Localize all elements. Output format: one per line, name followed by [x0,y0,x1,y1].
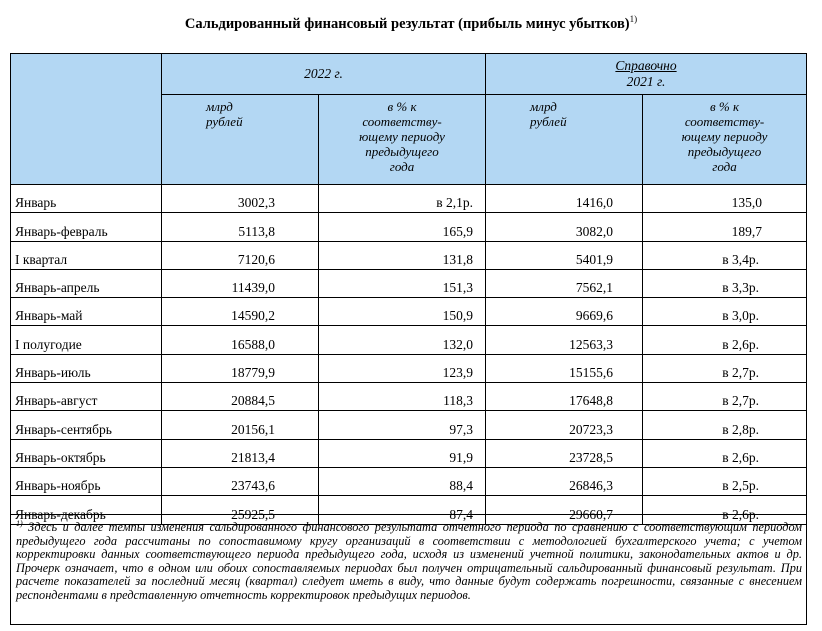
header-unit-2022: млрд рублей [162,95,319,185]
row-label: Январь-ноябрь [11,467,162,495]
value-2022: 23743,6 [162,467,319,495]
percent-2021: в 2,6р. [643,496,807,524]
percent-2021: в 2,8р. [643,411,807,439]
header-pct-2021: в % к соответству- ющему периоду предыдущего года [643,95,807,185]
footnote [10,514,807,625]
row-label: Январь-сентябрь [11,411,162,439]
percent-2022: 150,9 [319,298,486,326]
value-2021: 12563,3 [486,326,643,354]
header-2021-year: 2021 г. [626,74,666,89]
percent-2021: в 3,3р. [643,269,807,297]
value-2021: 17648,8 [486,383,643,411]
value-2022: 7120,6 [162,241,319,269]
percent-2022: 118,3 [319,383,486,411]
row-label: Январь-декабрь [11,496,162,524]
title-footnote-mark: 1) [629,14,638,25]
percent-2021: в 2,6р. [643,439,807,467]
value-2022: 16588,0 [162,326,319,354]
percent-2022: 165,9 [319,213,486,241]
value-2022: 21813,4 [162,439,319,467]
footnote-mark: 1) [16,519,23,528]
row-label: Январь [11,185,162,213]
title-text: Сальдированный финансовый результат (прибыль минус убытков) [184,16,630,32]
value-2022: 3002,3 [162,185,319,213]
row-label: Январь-май [11,298,162,326]
table-row [11,213,807,241]
table-row [11,439,807,467]
value-2021: 15155,6 [486,354,643,382]
row-label: Январь-апрель [11,269,162,297]
header-corner-cell [11,54,162,185]
value-2022: 11439,0 [162,269,319,297]
percent-2022: 132,0 [319,326,486,354]
row-label: Январь-февраль [11,213,162,241]
header-2021-reference: Справочно [615,58,677,73]
row-label: Январь-июль [11,354,162,382]
percent-2021: в 2,5р. [643,467,807,495]
footnote-text: Здесь и далее темпы изменения сальдированного финансового результата отчетного периода по сравнению с соответствующим периодом предыдущего года рассчитаны по сопоставимому кругу организаций в соответствии с методологией бухгалтерского учета; с учетом корректировки данных соответствующего периода предыдущего года, исходя из изменений учетной политики, законодательных актов и др. Прочерк означает, что в одном или обоих сопоставляемых периодах был получен отрицательный сальдированный финансовый результат. При расчете показателей за последний месяц (квартал) следует иметь в виду, что данные будут содержать погрешности, связанные с внесением респондентами в представленную отчетность корректировок предыдущих периодов. [16,520,802,603]
percent-2021: 189,7 [643,213,807,241]
percent-2022: 151,3 [319,269,486,297]
percent-2022: 87,4 [319,496,486,524]
percent-2022: 123,9 [319,354,486,382]
percent-2021: 135,0 [643,185,807,213]
financial-result-table [10,53,807,525]
table-row [11,411,807,439]
value-2021: 9669,6 [486,298,643,326]
table-row [11,326,807,354]
value-2022: 14590,2 [162,298,319,326]
percent-2021: в 2,6р. [643,326,807,354]
percent-2022: 97,3 [319,411,486,439]
header-2022: 2022 г. [162,54,486,95]
table-row [11,241,807,269]
value-2021: 26846,3 [486,467,643,495]
header-2021 [486,54,807,95]
table-body [11,185,807,525]
table-row [11,467,807,495]
percent-2021: в 2,7р. [643,354,807,382]
percent-2022: 131,8 [319,241,486,269]
table-row [11,185,807,213]
value-2021: 20723,3 [486,411,643,439]
percent-2022: в 2,1р. [319,185,486,213]
row-label: I полугодие [11,326,162,354]
value-2021: 7562,1 [486,269,643,297]
table-title [0,16,822,33]
header-row-groups [11,54,807,95]
row-label: Январь-октябрь [11,439,162,467]
table-row [11,354,807,382]
value-2021: 29660,7 [486,496,643,524]
row-label: Январь-август [11,383,162,411]
header-unit-2021: млрд рублей [486,95,643,185]
table-row [11,383,807,411]
header-pct-2022: в % к соответству- ющему периоду предыдущего года [319,95,486,185]
value-2022: 20884,5 [162,383,319,411]
table-row [11,269,807,297]
value-2022: 25925,5 [162,496,319,524]
percent-2021: в 2,7р. [643,383,807,411]
percent-2022: 91,9 [319,439,486,467]
row-label: I квартал [11,241,162,269]
value-2021: 23728,5 [486,439,643,467]
table-row [11,298,807,326]
percent-2021: в 3,0р. [643,298,807,326]
value-2021: 5401,9 [486,241,643,269]
percent-2022: 88,4 [319,467,486,495]
value-2022: 20156,1 [162,411,319,439]
value-2022: 18779,9 [162,354,319,382]
value-2021: 1416,0 [486,185,643,213]
value-2022: 5113,8 [162,213,319,241]
percent-2021: в 3,4р. [643,241,807,269]
value-2021: 3082,0 [486,213,643,241]
